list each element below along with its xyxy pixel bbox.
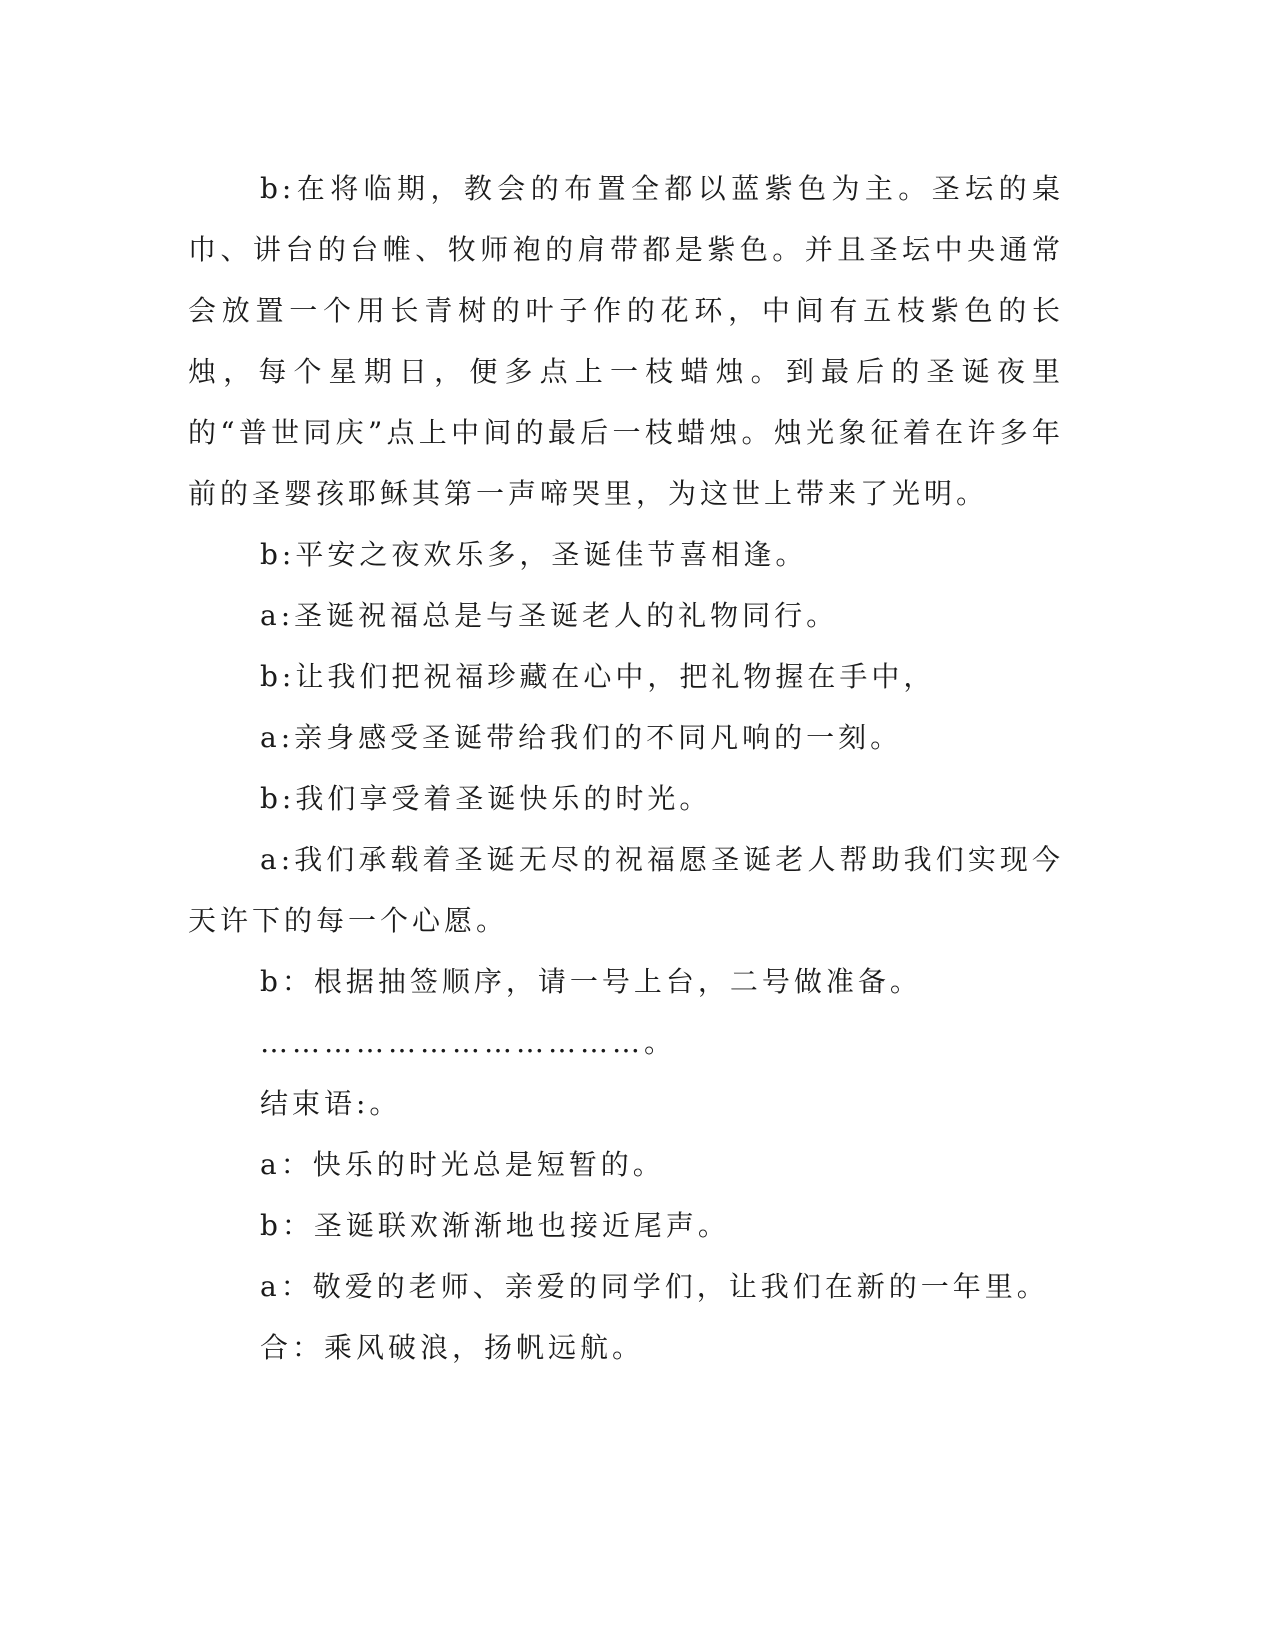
document-body <box>188 158 1064 1378</box>
paragraph-line: a：敬爱的老师、亲爱的同学们，让我们在新的一年里。 <box>260 1270 1049 1303</box>
paragraph-line: a:亲身感受圣诞带给我们的不同凡响的一刻。 <box>260 721 903 754</box>
paragraph-line: a：快乐的时光总是短暂的。 <box>260 1148 665 1181</box>
paragraph-line: b:我们享受着圣诞快乐的时光。 <box>260 782 712 815</box>
paragraph-line: a:圣诞祝福总是与圣诞老人的礼物同行。 <box>260 599 839 632</box>
closing-heading: 结束语:。 <box>260 1087 402 1120</box>
paragraph-line: b:让我们把祝福珍藏在心中，把礼物握在手中， <box>260 660 936 693</box>
ellipsis-line: ………………………………。 <box>260 1026 677 1059</box>
paragraph-line: a:我们承载着圣诞无尽的祝福愿圣诞老人帮助我们实现今天许下的每一个心愿。 <box>188 843 1064 937</box>
paragraph-line: b:平安之夜欢乐多，圣诞佳节喜相逢。 <box>260 538 808 571</box>
paragraph-advent-description: b:在将临期，教会的布置全都以蓝紫色为主。圣坛的桌巾、讲台的台帷、牧师袍的肩带都是紫色。并且圣坛中央通常会放置一个用长青树的叶子作的花环，中间有五枝紫色的长烛，每个星期日，便多点上一枝蜡烛。到最后的圣诞夜里的“普世同庆”点上中间的最后一枝蜡烛。烛光象征着在许多年前的圣婴孩耶稣其第一声啼哭里，为这世上带来了光明。 <box>188 172 1064 510</box>
paragraph-line: b：圣诞联欢渐渐地也接近尾声。 <box>260 1209 730 1242</box>
paragraph-line: b：根据抽签顺序，请一号上台，二号做准备。 <box>260 965 922 998</box>
paragraph-line: 合：乘风破浪，扬帆远航。 <box>260 1331 645 1364</box>
